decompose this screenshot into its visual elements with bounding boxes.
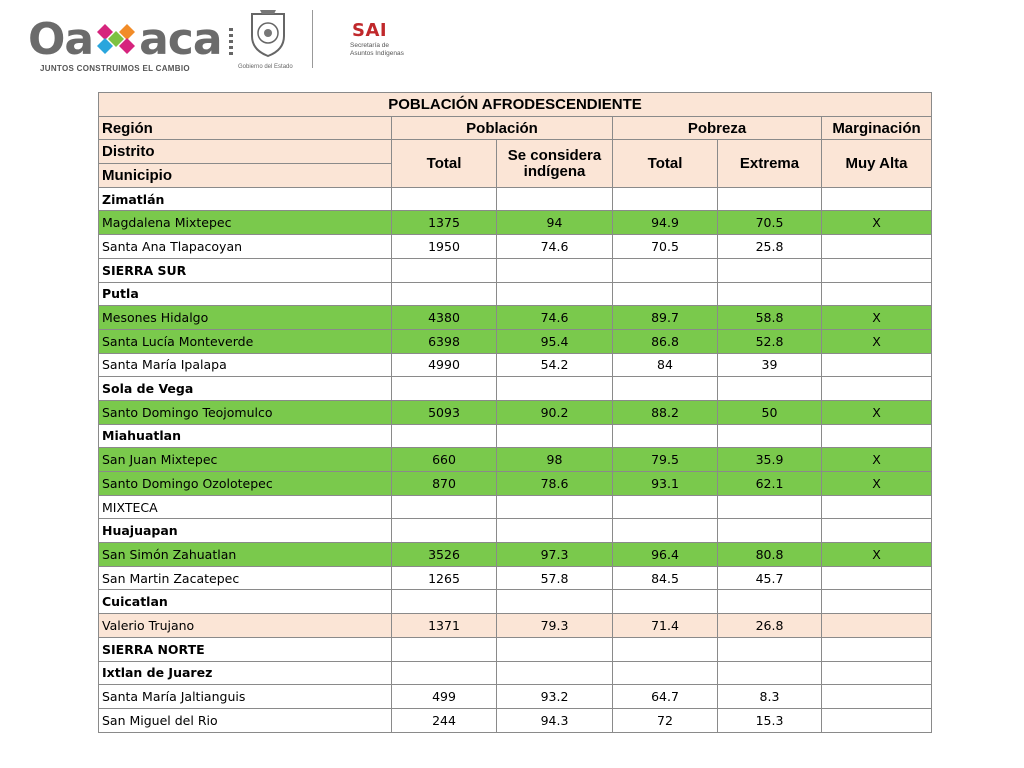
cell-muy-alta xyxy=(822,661,932,685)
cell-extrema xyxy=(718,424,822,448)
cell-muy-alta xyxy=(822,282,932,306)
cell-muy-alta xyxy=(822,258,932,282)
cell-extrema: 45.7 xyxy=(718,566,822,590)
cell-total xyxy=(392,637,497,661)
cell-extrema xyxy=(718,495,822,519)
table-row xyxy=(99,258,932,282)
cell-pobreza: 71.4 xyxy=(613,614,718,638)
cell-indigena xyxy=(497,590,613,614)
cell-municipio: San Miguel del Rio xyxy=(99,708,392,732)
table-row xyxy=(99,472,932,496)
cell-indigena xyxy=(497,637,613,661)
cell-total: 4990 xyxy=(392,353,497,377)
cell-municipio: Ixtlan de Juarez xyxy=(99,661,392,685)
oaxaca-tagline: JUNTOS CONSTRUIMOS EL CAMBIO xyxy=(40,64,190,73)
cell-total xyxy=(392,258,497,282)
cell-municipio: Santo Domingo Teojomulco xyxy=(99,400,392,424)
cell-municipio: Magdalena Mixtepec xyxy=(99,211,392,235)
table-row xyxy=(99,306,932,330)
cell-indigena: 74.6 xyxy=(497,306,613,330)
table-row xyxy=(99,187,932,211)
cell-municipio: Valerio Trujano xyxy=(99,614,392,638)
header-distrito: Distrito xyxy=(99,140,392,164)
sai-subtitle-line-1: Secretaría de xyxy=(350,42,390,49)
cell-municipio: Sola de Vega xyxy=(99,377,392,401)
header-pobreza-total: Total xyxy=(613,140,718,187)
header-logos xyxy=(0,0,1024,92)
cell-muy-alta xyxy=(822,590,932,614)
table-row xyxy=(99,614,932,638)
cell-total: 5093 xyxy=(392,400,497,424)
table-row xyxy=(99,637,932,661)
cell-pobreza: 64.7 xyxy=(613,685,718,709)
cell-muy-alta xyxy=(822,614,932,638)
cell-indigena xyxy=(497,519,613,543)
cell-muy-alta xyxy=(822,519,932,543)
cell-pobreza xyxy=(613,258,718,282)
cell-pobreza xyxy=(613,661,718,685)
cell-municipio: Santa Ana Tlapacoyan xyxy=(99,235,392,259)
dotted-divider xyxy=(229,28,233,58)
cell-muy-alta xyxy=(822,708,932,732)
cell-extrema xyxy=(718,637,822,661)
cell-municipio: Zimatlán xyxy=(99,187,392,211)
cell-extrema: 39 xyxy=(718,353,822,377)
cell-total: 660 xyxy=(392,448,497,472)
cell-municipio: Miahuatlan xyxy=(99,424,392,448)
cell-muy-alta: X xyxy=(822,543,932,567)
cell-total: 6398 xyxy=(392,329,497,353)
header-pobreza: Pobreza xyxy=(613,116,822,140)
cell-extrema xyxy=(718,519,822,543)
cell-indigena: 74.6 xyxy=(497,235,613,259)
cell-total: 499 xyxy=(392,685,497,709)
cell-muy-alta xyxy=(822,685,932,709)
oaxaca-logo-left: Oa xyxy=(28,14,94,65)
cell-pobreza xyxy=(613,282,718,306)
cell-total xyxy=(392,377,497,401)
cell-total: 1950 xyxy=(392,235,497,259)
cell-pobreza: 96.4 xyxy=(613,543,718,567)
table-row xyxy=(99,424,932,448)
cell-muy-alta: X xyxy=(822,400,932,424)
cell-total: 1371 xyxy=(392,614,497,638)
cell-extrema xyxy=(718,258,822,282)
table-row xyxy=(99,235,932,259)
cell-muy-alta xyxy=(822,424,932,448)
cell-extrema: 8.3 xyxy=(718,685,822,709)
header-total: Total xyxy=(392,140,497,187)
cell-indigena xyxy=(497,258,613,282)
cell-total xyxy=(392,590,497,614)
cell-extrema xyxy=(718,187,822,211)
cell-extrema: 58.8 xyxy=(718,306,822,330)
cell-extrema: 52.8 xyxy=(718,329,822,353)
cell-total xyxy=(392,495,497,519)
header-municipio: Municipio xyxy=(99,164,392,188)
cell-municipio: Mesones Hidalgo xyxy=(99,306,392,330)
table-row xyxy=(99,329,932,353)
cell-municipio: San Martin Zacatepec xyxy=(99,566,392,590)
cell-pobreza: 72 xyxy=(613,708,718,732)
cell-municipio: Santa María Jaltianguis xyxy=(99,685,392,709)
cell-extrema: 50 xyxy=(718,400,822,424)
cell-indigena: 95.4 xyxy=(497,329,613,353)
table-row xyxy=(99,590,932,614)
diamond-cluster-icon xyxy=(93,22,139,56)
table-row xyxy=(99,519,932,543)
cell-total: 1265 xyxy=(392,566,497,590)
table-row xyxy=(99,400,932,424)
cell-total xyxy=(392,661,497,685)
oaxaca-logo-right: aca xyxy=(139,14,222,65)
cell-indigena: 98 xyxy=(497,448,613,472)
cell-extrema: 25.8 xyxy=(718,235,822,259)
cell-total xyxy=(392,424,497,448)
table-row xyxy=(99,708,932,732)
cell-extrema xyxy=(718,377,822,401)
cell-muy-alta xyxy=(822,495,932,519)
cell-total xyxy=(392,282,497,306)
cell-total: 1375 xyxy=(392,211,497,235)
cell-pobreza: 94.9 xyxy=(613,211,718,235)
cell-extrema: 80.8 xyxy=(718,543,822,567)
cell-indigena: 57.8 xyxy=(497,566,613,590)
cell-indigena xyxy=(497,661,613,685)
cell-indigena xyxy=(497,282,613,306)
cell-municipio: SIERRA NORTE xyxy=(99,637,392,661)
cell-municipio: San Simón Zahuatlan xyxy=(99,543,392,567)
header-region: Región xyxy=(99,116,392,140)
table-row xyxy=(99,353,932,377)
cell-total: 4380 xyxy=(392,306,497,330)
header-extrema: Extrema xyxy=(718,140,822,187)
sai-logo-subtitle xyxy=(350,42,404,58)
table-row xyxy=(99,543,932,567)
table-row xyxy=(99,282,932,306)
cell-pobreza: 93.1 xyxy=(613,472,718,496)
cell-municipio: Santa Lucía Monteverde xyxy=(99,329,392,353)
cell-pobreza xyxy=(613,495,718,519)
sai-subtitle-line-2: Asuntos Indígenas xyxy=(350,50,404,57)
cell-pobreza xyxy=(613,519,718,543)
cell-total xyxy=(392,187,497,211)
cell-pobreza xyxy=(613,637,718,661)
cell-muy-alta: X xyxy=(822,472,932,496)
table-row xyxy=(99,211,932,235)
cell-indigena: 94.3 xyxy=(497,708,613,732)
cell-municipio: Huajuapan xyxy=(99,519,392,543)
cell-muy-alta xyxy=(822,353,932,377)
cell-muy-alta: X xyxy=(822,211,932,235)
cell-muy-alta: X xyxy=(822,329,932,353)
cell-pobreza: 79.5 xyxy=(613,448,718,472)
cell-indigena: 79.3 xyxy=(497,614,613,638)
gobierno-label: Gobierno del Estado xyxy=(238,64,293,70)
cell-indigena: 54.2 xyxy=(497,353,613,377)
cell-pobreza: 89.7 xyxy=(613,306,718,330)
cell-pobreza xyxy=(613,424,718,448)
cell-extrema: 15.3 xyxy=(718,708,822,732)
cell-extrema: 35.9 xyxy=(718,448,822,472)
cell-muy-alta xyxy=(822,187,932,211)
cell-indigena: 97.3 xyxy=(497,543,613,567)
cell-extrema xyxy=(718,590,822,614)
header-poblacion: Población xyxy=(392,116,613,140)
sai-logo-title: SAI xyxy=(352,20,388,41)
cell-municipio: Santa María Ipalapa xyxy=(99,353,392,377)
header-marginacion: Marginación xyxy=(822,116,932,140)
cell-indigena xyxy=(497,187,613,211)
header-se-considera-indigena: Se considera indígena xyxy=(497,140,613,187)
cell-indigena: 78.6 xyxy=(497,472,613,496)
cell-indigena: 90.2 xyxy=(497,400,613,424)
cell-indigena xyxy=(497,424,613,448)
cell-indigena xyxy=(497,377,613,401)
cell-indigena xyxy=(497,495,613,519)
cell-pobreza: 70.5 xyxy=(613,235,718,259)
cell-muy-alta: X xyxy=(822,306,932,330)
cell-total xyxy=(392,519,497,543)
cell-total: 3526 xyxy=(392,543,497,567)
cell-muy-alta xyxy=(822,566,932,590)
table-row xyxy=(99,495,932,519)
cell-extrema xyxy=(718,661,822,685)
cell-muy-alta: X xyxy=(822,448,932,472)
table-row xyxy=(99,566,932,590)
cell-total: 244 xyxy=(392,708,497,732)
cell-pobreza xyxy=(613,377,718,401)
table-title: POBLACIÓN AFRODESCENDIENTE xyxy=(99,93,932,117)
afro-population-table xyxy=(98,92,932,733)
cell-municipio: MIXTECA xyxy=(99,495,392,519)
cell-total: 870 xyxy=(392,472,497,496)
table-row xyxy=(99,661,932,685)
state-seal-icon xyxy=(246,6,290,58)
cell-pobreza: 84.5 xyxy=(613,566,718,590)
header-muy-alta: Muy Alta xyxy=(822,140,932,187)
table-row xyxy=(99,685,932,709)
table-body xyxy=(99,187,932,732)
cell-extrema: 70.5 xyxy=(718,211,822,235)
oaxaca-logo xyxy=(28,14,222,65)
cell-indigena: 94 xyxy=(497,211,613,235)
cell-municipio: Santo Domingo Ozolotepec xyxy=(99,472,392,496)
cell-pobreza xyxy=(613,590,718,614)
table-row xyxy=(99,448,932,472)
vertical-divider xyxy=(312,10,313,68)
cell-municipio: Putla xyxy=(99,282,392,306)
cell-pobreza: 86.8 xyxy=(613,329,718,353)
cell-muy-alta xyxy=(822,377,932,401)
cell-municipio: Cuicatlan xyxy=(99,590,392,614)
table-row xyxy=(99,377,932,401)
cell-municipio: SIERRA SUR xyxy=(99,258,392,282)
cell-pobreza: 88.2 xyxy=(613,400,718,424)
cell-muy-alta xyxy=(822,235,932,259)
cell-extrema: 62.1 xyxy=(718,472,822,496)
cell-muy-alta xyxy=(822,637,932,661)
cell-municipio: San Juan Mixtepec xyxy=(99,448,392,472)
cell-indigena: 93.2 xyxy=(497,685,613,709)
cell-pobreza xyxy=(613,187,718,211)
cell-extrema xyxy=(718,282,822,306)
cell-pobreza: 84 xyxy=(613,353,718,377)
cell-extrema: 26.8 xyxy=(718,614,822,638)
